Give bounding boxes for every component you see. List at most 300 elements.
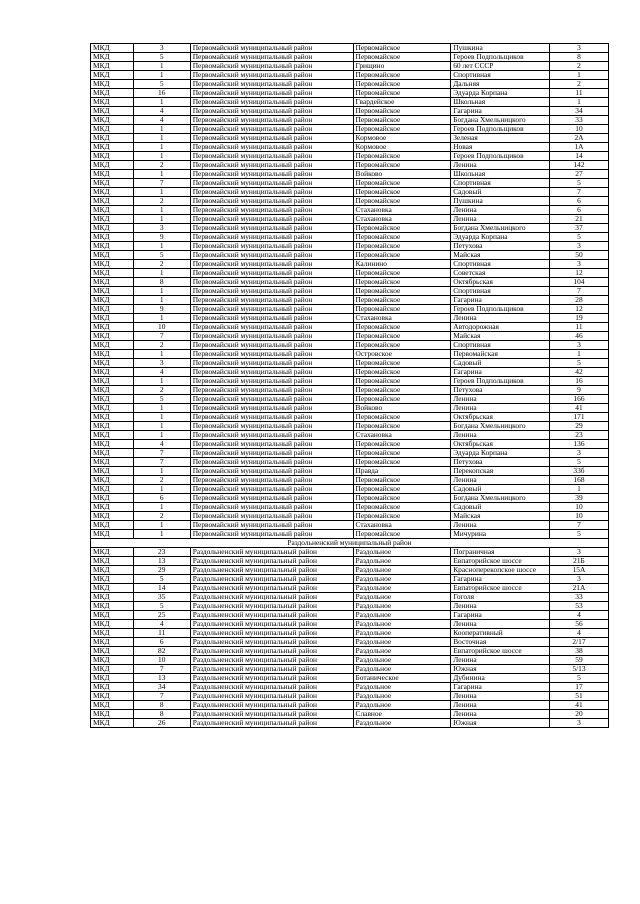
count-cell: 1: [133, 143, 190, 152]
house-number-cell: 50: [549, 251, 608, 260]
building-type-cell: МКД: [91, 701, 134, 710]
house-number-cell: 104: [549, 278, 608, 287]
street-cell: Героев Подпольщиков: [451, 53, 550, 62]
settlement-cell: Войково: [353, 170, 451, 179]
district-cell: Раздольненский муниципальный район: [190, 557, 353, 566]
settlement-cell: Первомайское: [353, 179, 451, 188]
house-number-cell: 2: [549, 62, 608, 71]
building-type-cell: МКД: [91, 548, 134, 557]
building-type-cell: МКД: [91, 575, 134, 584]
settlement-cell: Первомайское: [353, 413, 451, 422]
table-row: [91, 62, 609, 71]
settlement-cell: Первомайское: [353, 449, 451, 458]
settlement-cell: Раздольное: [353, 557, 451, 566]
table-row: [91, 602, 609, 611]
building-type-cell: МКД: [91, 233, 134, 242]
settlement-cell: Грищино: [353, 62, 451, 71]
table-row: [91, 215, 609, 224]
district-cell: Первомайский муниципальный район: [190, 188, 353, 197]
district-cell: Первомайский муниципальный район: [190, 278, 353, 287]
building-type-cell: МКД: [91, 332, 134, 341]
table-row: [91, 350, 609, 359]
district-cell: Первомайский муниципальный район: [190, 386, 353, 395]
building-type-cell: МКД: [91, 638, 134, 647]
settlement-cell: Гвардейское: [353, 98, 451, 107]
settlement-cell: Раздольное: [353, 629, 451, 638]
count-cell: 4: [133, 116, 190, 125]
settlement-cell: Ботаническое: [353, 674, 451, 683]
house-number-cell: 16: [549, 377, 608, 386]
district-cell: Первомайский муниципальный район: [190, 80, 353, 89]
district-cell: Первомайский муниципальный район: [190, 53, 353, 62]
district-cell: Первомайский муниципальный район: [190, 323, 353, 332]
house-number-cell: 5: [549, 530, 608, 539]
table-row: [91, 710, 609, 719]
street-cell: Гоголя: [451, 593, 550, 602]
table-row: [91, 584, 609, 593]
street-cell: Эдуарда Корпана: [451, 89, 550, 98]
street-cell: Евпаторийское шоссе: [451, 647, 550, 656]
house-number-cell: 3: [549, 548, 608, 557]
table-row: [91, 566, 609, 575]
district-cell: Первомайский муниципальный район: [190, 215, 353, 224]
building-type-cell: МКД: [91, 494, 134, 503]
settlement-cell: Первомайское: [353, 251, 451, 260]
count-cell: 11: [133, 629, 190, 638]
district-cell: Первомайский муниципальный район: [190, 197, 353, 206]
count-cell: 1: [133, 485, 190, 494]
settlement-cell: Первомайское: [353, 287, 451, 296]
settlement-cell: Войково: [353, 404, 451, 413]
house-number-cell: 33б: [549, 467, 608, 476]
district-cell: Первомайский муниципальный район: [190, 440, 353, 449]
table-body-second-district: [91, 548, 609, 728]
house-number-cell: 56: [549, 620, 608, 629]
settlement-cell: Первомайское: [353, 233, 451, 242]
count-cell: 5: [133, 395, 190, 404]
district-cell: Первомайский муниципальный район: [190, 377, 353, 386]
table-row: [91, 503, 609, 512]
settlement-cell: Раздольное: [353, 584, 451, 593]
house-number-cell: 3: [549, 260, 608, 269]
settlement-cell: Первомайское: [353, 116, 451, 125]
housing-register-table: [90, 43, 609, 728]
district-cell: Первомайский муниципальный район: [190, 422, 353, 431]
building-type-cell: МКД: [91, 215, 134, 224]
district-cell: Первомайский муниципальный район: [190, 305, 353, 314]
table-row: [91, 125, 609, 134]
building-type-cell: МКД: [91, 404, 134, 413]
district-cell: Первомайский муниципальный район: [190, 494, 353, 503]
count-cell: 1: [133, 170, 190, 179]
house-number-cell: 21А: [549, 584, 608, 593]
table-row: [91, 593, 609, 602]
building-type-cell: МКД: [91, 395, 134, 404]
district-cell: Первомайский муниципальный район: [190, 233, 353, 242]
table-row: [91, 620, 609, 629]
district-cell: Первомайский муниципальный район: [190, 62, 353, 71]
table-row: [91, 404, 609, 413]
street-cell: Пушкина: [451, 44, 550, 53]
count-cell: 5: [133, 602, 190, 611]
district-cell: Первомайский муниципальный район: [190, 71, 353, 80]
street-cell: Ленина: [451, 521, 550, 530]
street-cell: Гагарина: [451, 368, 550, 377]
house-number-cell: 3: [549, 575, 608, 584]
count-cell: 4: [133, 107, 190, 116]
street-cell: Школьная: [451, 98, 550, 107]
count-cell: 9: [133, 233, 190, 242]
table-row: [91, 161, 609, 170]
count-cell: 26: [133, 719, 190, 728]
count-cell: 7: [133, 449, 190, 458]
table-row: [91, 224, 609, 233]
district-cell: Раздольненский муниципальный район: [190, 593, 353, 602]
house-number-cell: 171: [549, 413, 608, 422]
street-cell: Пограничная: [451, 548, 550, 557]
street-cell: Октябрьская: [451, 413, 550, 422]
settlement-cell: Раздольное: [353, 620, 451, 629]
settlement-cell: Первомайское: [353, 242, 451, 251]
district-cell: Первомайский муниципальный район: [190, 359, 353, 368]
count-cell: 2: [133, 260, 190, 269]
count-cell: 1: [133, 467, 190, 476]
count-cell: 1: [133, 287, 190, 296]
table-row: [91, 359, 609, 368]
settlement-cell: Первомайское: [353, 512, 451, 521]
district-cell: Первомайский муниципальный район: [190, 107, 353, 116]
building-type-cell: МКД: [91, 719, 134, 728]
street-cell: Ленина: [451, 431, 550, 440]
district-cell: Первомайский муниципальный район: [190, 404, 353, 413]
street-cell: Ленина: [451, 314, 550, 323]
count-cell: 3: [133, 224, 190, 233]
count-cell: 1: [133, 296, 190, 305]
table-row: [91, 638, 609, 647]
district-cell: Первомайский муниципальный район: [190, 242, 353, 251]
building-type-cell: МКД: [91, 566, 134, 575]
table-row: [91, 647, 609, 656]
table-row: [91, 134, 609, 143]
table-row: [91, 458, 609, 467]
district-cell: Раздольненский муниципальный район: [190, 683, 353, 692]
house-number-cell: 9: [549, 386, 608, 395]
settlement-cell: Раздольное: [353, 638, 451, 647]
house-number-cell: 21: [549, 215, 608, 224]
count-cell: 3: [133, 44, 190, 53]
building-type-cell: МКД: [91, 44, 134, 53]
building-type-cell: МКД: [91, 170, 134, 179]
district-cell: Первомайский муниципальный район: [190, 134, 353, 143]
house-number-cell: 4: [549, 611, 608, 620]
house-number-cell: 10: [549, 512, 608, 521]
table-row: [91, 305, 609, 314]
count-cell: 8: [133, 278, 190, 287]
street-cell: Октябрьская: [451, 440, 550, 449]
district-cell: Раздольненский муниципальный район: [190, 584, 353, 593]
count-cell: 7: [133, 692, 190, 701]
table-row: [91, 467, 609, 476]
district-cell: Раздольненский муниципальный район: [190, 692, 353, 701]
count-cell: 6: [133, 638, 190, 647]
settlement-cell: Первомайское: [353, 53, 451, 62]
building-type-cell: МКД: [91, 125, 134, 134]
house-number-cell: 142: [549, 161, 608, 170]
building-type-cell: МКД: [91, 89, 134, 98]
building-type-cell: МКД: [91, 224, 134, 233]
house-number-cell: 1: [549, 98, 608, 107]
street-cell: Спортивная: [451, 260, 550, 269]
table-row: [91, 449, 609, 458]
building-type-cell: МКД: [91, 296, 134, 305]
settlement-cell: Стахановка: [353, 431, 451, 440]
count-cell: 1: [133, 530, 190, 539]
building-type-cell: МКД: [91, 143, 134, 152]
street-cell: Спортивная: [451, 179, 550, 188]
table-row: [91, 521, 609, 530]
street-cell: Дубинина: [451, 674, 550, 683]
building-type-cell: МКД: [91, 557, 134, 566]
settlement-cell: Первомайское: [353, 296, 451, 305]
district-cell: Первомайский муниципальный район: [190, 206, 353, 215]
house-number-cell: 33: [549, 116, 608, 125]
district-cell: Первомайский муниципальный район: [190, 413, 353, 422]
table-row: [91, 98, 609, 107]
count-cell: 10: [133, 323, 190, 332]
settlement-cell: Правда: [353, 467, 451, 476]
count-cell: 1: [133, 377, 190, 386]
count-cell: 1: [133, 404, 190, 413]
district-cell: Первомайский муниципальный район: [190, 89, 353, 98]
district-cell: Первомайский муниципальный район: [190, 521, 353, 530]
building-type-cell: МКД: [91, 512, 134, 521]
count-cell: 1: [133, 71, 190, 80]
street-cell: Ленина: [451, 395, 550, 404]
settlement-cell: Раздольное: [353, 701, 451, 710]
street-cell: Спортивная: [451, 287, 550, 296]
house-number-cell: 2: [549, 80, 608, 89]
building-type-cell: МКД: [91, 593, 134, 602]
house-number-cell: 136: [549, 440, 608, 449]
settlement-cell: Раздольное: [353, 611, 451, 620]
street-cell: Ленина: [451, 161, 550, 170]
count-cell: 7: [133, 458, 190, 467]
building-type-cell: МКД: [91, 71, 134, 80]
house-number-cell: 5: [549, 359, 608, 368]
house-number-cell: 5: [549, 233, 608, 242]
settlement-cell: Первомайское: [353, 125, 451, 134]
building-type-cell: МКД: [91, 278, 134, 287]
count-cell: 16: [133, 89, 190, 98]
building-type-cell: МКД: [91, 341, 134, 350]
house-number-cell: 34: [549, 107, 608, 116]
building-type-cell: МКД: [91, 629, 134, 638]
district-cell: Первомайский муниципальный район: [190, 179, 353, 188]
settlement-cell: Первомайское: [353, 107, 451, 116]
table-row: [91, 188, 609, 197]
settlement-cell: Первомайское: [353, 503, 451, 512]
settlement-cell: Первомайское: [353, 188, 451, 197]
street-cell: Красноперекопское шоссе: [451, 566, 550, 575]
district-cell: Первомайский муниципальный район: [190, 503, 353, 512]
street-cell: Спортивная: [451, 71, 550, 80]
count-cell: 2: [133, 512, 190, 521]
house-number-cell: 5: [549, 674, 608, 683]
house-number-cell: 41: [549, 404, 608, 413]
street-cell: Октябрьская: [451, 278, 550, 287]
table-row: [91, 341, 609, 350]
street-cell: Садовый: [451, 485, 550, 494]
count-cell: 1: [133, 62, 190, 71]
settlement-cell: Первомайское: [353, 332, 451, 341]
count-cell: 7: [133, 332, 190, 341]
street-cell: Гагарина: [451, 683, 550, 692]
count-cell: 1: [133, 422, 190, 431]
settlement-cell: Стахановка: [353, 314, 451, 323]
building-type-cell: МКД: [91, 503, 134, 512]
district-cell: Первомайский муниципальный район: [190, 98, 353, 107]
building-type-cell: МКД: [91, 476, 134, 485]
settlement-cell: Стахановка: [353, 215, 451, 224]
settlement-cell: Раздольное: [353, 665, 451, 674]
street-cell: Южная: [451, 719, 550, 728]
district-cell: Первомайский муниципальный район: [190, 296, 353, 305]
building-type-cell: МКД: [91, 287, 134, 296]
table-row: [91, 530, 609, 539]
house-number-cell: 5: [549, 458, 608, 467]
settlement-cell: Первомайское: [353, 80, 451, 89]
street-cell: Майская: [451, 251, 550, 260]
street-cell: 60 лет СССР: [451, 62, 550, 71]
settlement-cell: Раздольное: [353, 548, 451, 557]
table-row: [91, 278, 609, 287]
table-row: [91, 557, 609, 566]
street-cell: Ленина: [451, 656, 550, 665]
table-body-section: [91, 539, 609, 548]
district-cell: Первомайский муниципальный район: [190, 512, 353, 521]
building-type-cell: МКД: [91, 422, 134, 431]
settlement-cell: Первомайское: [353, 44, 451, 53]
table-row: [91, 719, 609, 728]
house-number-cell: 51: [549, 692, 608, 701]
house-number-cell: 42: [549, 368, 608, 377]
settlement-cell: Первомайское: [353, 386, 451, 395]
street-cell: Мичурина: [451, 530, 550, 539]
count-cell: 1: [133, 503, 190, 512]
district-cell: Раздольненский муниципальный район: [190, 620, 353, 629]
count-cell: 2: [133, 197, 190, 206]
count-cell: 13: [133, 557, 190, 566]
district-cell: Раздольненский муниципальный район: [190, 566, 353, 575]
count-cell: 7: [133, 665, 190, 674]
count-cell: 2: [133, 386, 190, 395]
house-number-cell: 1А: [549, 143, 608, 152]
count-cell: 82: [133, 647, 190, 656]
settlement-cell: Раздольное: [353, 656, 451, 665]
table-row: [91, 269, 609, 278]
building-type-cell: МКД: [91, 449, 134, 458]
count-cell: 1: [133, 98, 190, 107]
count-cell: 2: [133, 341, 190, 350]
settlement-cell: Первомайское: [353, 476, 451, 485]
street-cell: Богдана Хмельницкого: [451, 224, 550, 233]
district-cell: Первомайский муниципальный район: [190, 170, 353, 179]
district-cell: Первомайский муниципальный район: [190, 143, 353, 152]
building-type-cell: МКД: [91, 179, 134, 188]
table-row: [91, 107, 609, 116]
street-cell: Евпаторийское шоссе: [451, 557, 550, 566]
house-number-cell: 46: [549, 332, 608, 341]
settlement-cell: Раздольное: [353, 647, 451, 656]
settlement-cell: Первомайское: [353, 323, 451, 332]
house-number-cell: 5: [549, 179, 608, 188]
settlement-cell: Первомайское: [353, 341, 451, 350]
building-type-cell: МКД: [91, 323, 134, 332]
building-type-cell: МКД: [91, 107, 134, 116]
settlement-cell: Островское: [353, 350, 451, 359]
count-cell: 2: [133, 476, 190, 485]
district-cell: Первомайский муниципальный район: [190, 116, 353, 125]
district-cell: Первомайский муниципальный район: [190, 341, 353, 350]
house-number-cell: 59: [549, 656, 608, 665]
district-cell: Раздольненский муниципальный район: [190, 629, 353, 638]
table-row: [91, 89, 609, 98]
count-cell: 23: [133, 548, 190, 557]
district-cell: Раздольненский муниципальный район: [190, 719, 353, 728]
building-type-cell: МКД: [91, 521, 134, 530]
table-row: [91, 395, 609, 404]
street-cell: Героев Подпольщиков: [451, 152, 550, 161]
settlement-cell: Славное: [353, 710, 451, 719]
table-row: [91, 656, 609, 665]
building-type-cell: МКД: [91, 116, 134, 125]
table-row: [91, 233, 609, 242]
house-number-cell: 17: [549, 683, 608, 692]
street-cell: Петухова: [451, 386, 550, 395]
district-cell: Первомайский муниципальный район: [190, 287, 353, 296]
table-row: [91, 575, 609, 584]
table-row: [91, 629, 609, 638]
house-number-cell: 10: [549, 125, 608, 134]
house-number-cell: 2/17: [549, 638, 608, 647]
house-number-cell: 28: [549, 296, 608, 305]
building-type-cell: МКД: [91, 665, 134, 674]
street-cell: Садовый: [451, 188, 550, 197]
building-type-cell: МКД: [91, 656, 134, 665]
street-cell: Ленина: [451, 206, 550, 215]
settlement-cell: Раздольное: [353, 692, 451, 701]
house-number-cell: 2А: [549, 134, 608, 143]
settlement-cell: Первомайское: [353, 395, 451, 404]
building-type-cell: МКД: [91, 467, 134, 476]
building-type-cell: МКД: [91, 647, 134, 656]
settlement-cell: Первомайское: [353, 530, 451, 539]
street-cell: Петухова: [451, 242, 550, 251]
settlement-cell: Первомайское: [353, 161, 451, 170]
count-cell: 13: [133, 674, 190, 683]
street-cell: Перекопская: [451, 467, 550, 476]
building-type-cell: МКД: [91, 440, 134, 449]
district-cell: Первомайский муниципальный район: [190, 125, 353, 134]
district-cell: Раздольненский муниципальный район: [190, 674, 353, 683]
house-number-cell: 12: [549, 269, 608, 278]
count-cell: 1: [133, 350, 190, 359]
table-row: [91, 314, 609, 323]
street-cell: Богдана Хмельницкого: [451, 116, 550, 125]
district-section-row: [91, 539, 609, 548]
street-cell: Гагарина: [451, 575, 550, 584]
house-number-cell: 33: [549, 593, 608, 602]
